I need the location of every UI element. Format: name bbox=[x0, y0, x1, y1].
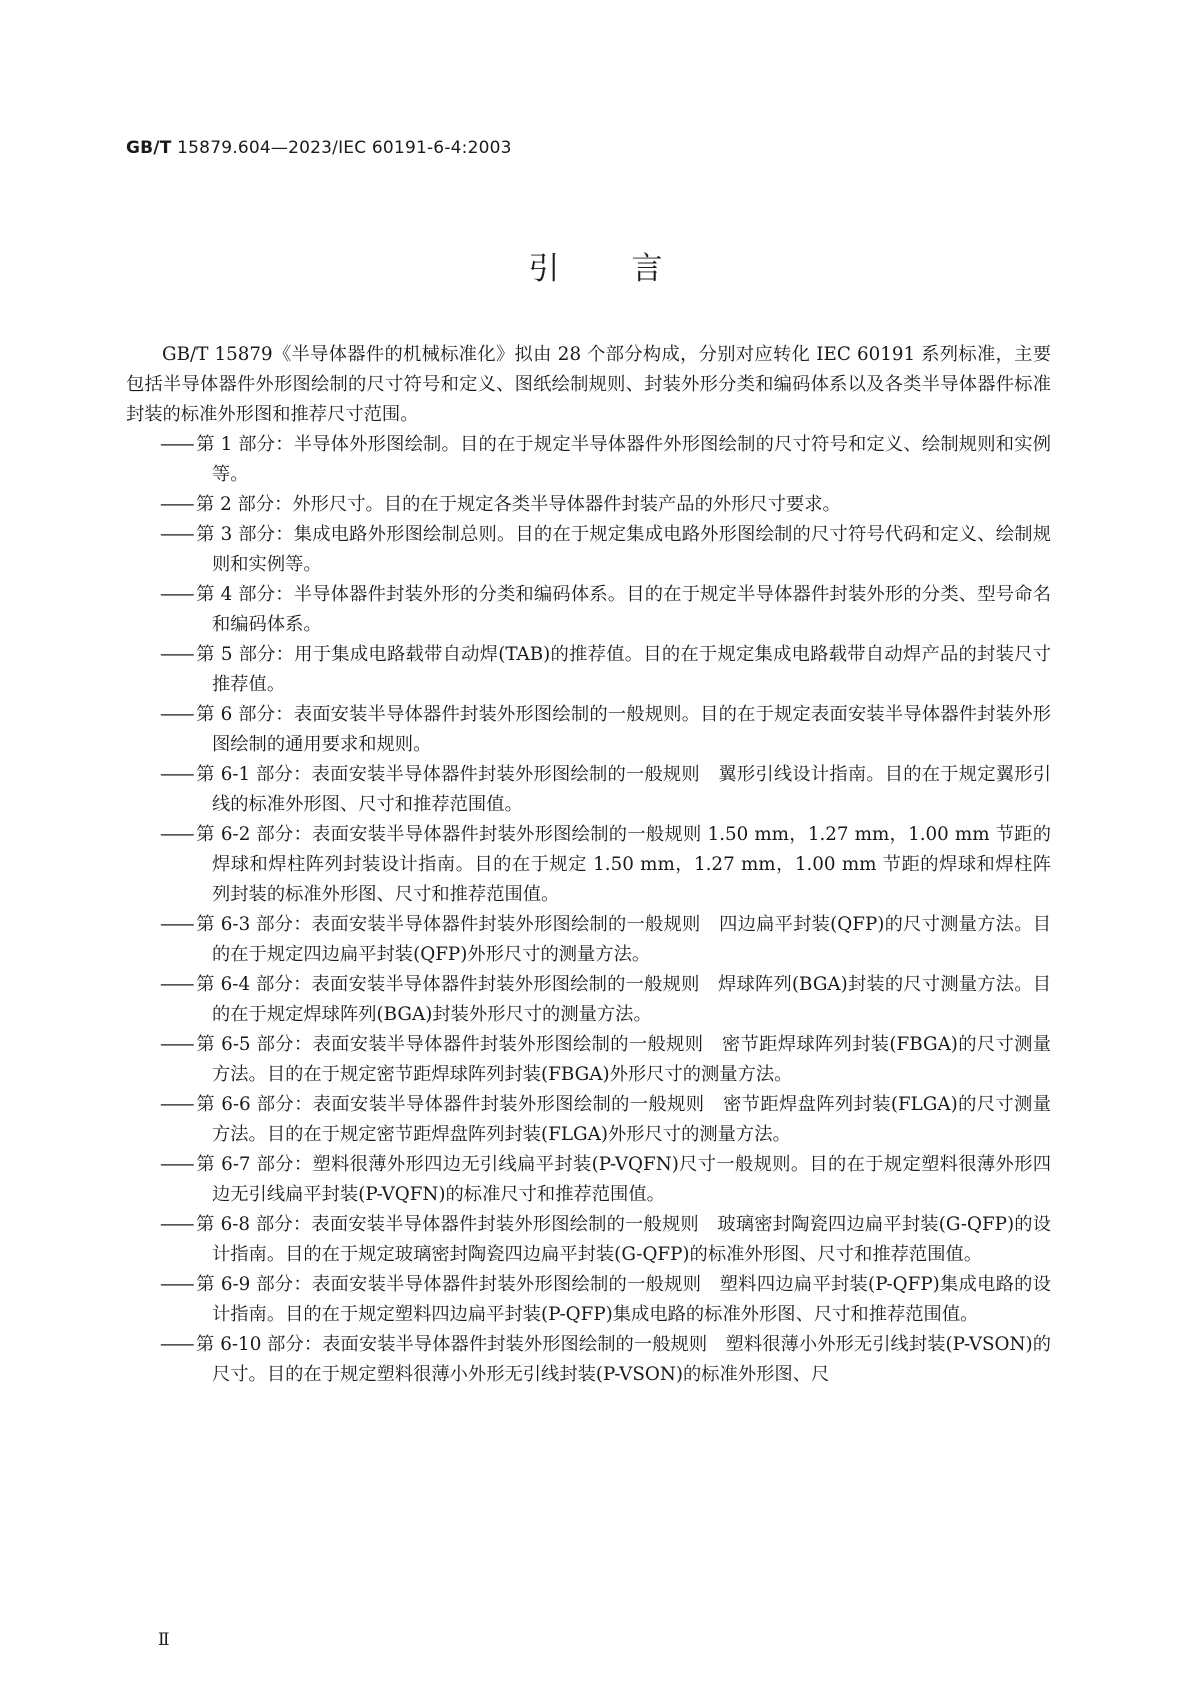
document-header bbox=[126, 138, 512, 158]
list-item-text: 第 6-6 部分：表面安装半导体器件封装外形图绘制的一般规则 密节距焊盘阵列封装(FLGA)的尺寸测量方法。目的在于规定密节距焊盘阵列封装(FLGA)外形尺寸的测量方法。 bbox=[196, 1094, 1051, 1145]
page-number: Ⅱ bbox=[158, 1630, 170, 1650]
list-item bbox=[160, 580, 1051, 640]
page-title: 引言 bbox=[528, 251, 735, 287]
list-item bbox=[160, 430, 1051, 490]
dash-marker: —— bbox=[160, 974, 193, 995]
list-item bbox=[160, 1270, 1051, 1330]
list-item bbox=[160, 760, 1051, 820]
list-item-text: 第 1 部分：半导体外形图绘制。目的在于规定半导体器件外形图绘制的尺寸符号和定义、绘制规则和实例等。 bbox=[196, 434, 1051, 485]
dash-marker: —— bbox=[160, 1214, 193, 1235]
list-item-text: 第 5 部分：用于集成电路载带自动焊(TAB)的推荐值。目的在于规定集成电路载带自动焊产品的封装尺寸推荐值。 bbox=[196, 644, 1051, 695]
list-item-text: 第 6-9 部分：表面安装半导体器件封装外形图绘制的一般规则 塑料四边扁平封装(P-QFP)集成电路的设计指南。目的在于规定塑料四边扁平封装(P-QFP)集成电路的标准外形图、尺寸和推荐范围值。 bbox=[196, 1274, 1051, 1325]
parts-list bbox=[160, 430, 1051, 1390]
dash-marker: —— bbox=[160, 1274, 193, 1295]
dash-marker: —— bbox=[160, 1034, 193, 1055]
list-item bbox=[160, 700, 1051, 760]
dash-marker: —— bbox=[160, 1334, 193, 1355]
document-body bbox=[126, 340, 1051, 1390]
list-item-text: 第 6-10 部分：表面安装半导体器件封装外形图绘制的一般规则 塑料很薄小外形无引线封装(P-VSON)的尺寸。目的在于规定塑料很薄小外形无引线封装(P-VSON)的标准外形图、尺 bbox=[196, 1334, 1051, 1385]
dash-marker: —— bbox=[160, 1094, 193, 1115]
list-item-text: 第 6 部分：表面安装半导体器件封装外形图绘制的一般规则。目的在于规定表面安装半导体器件封装外形图绘制的通用要求和规则。 bbox=[196, 704, 1051, 755]
list-item bbox=[160, 1210, 1051, 1270]
dash-marker: —— bbox=[160, 704, 193, 725]
list-item bbox=[160, 520, 1051, 580]
dash-marker: —— bbox=[160, 524, 193, 545]
list-item-text: 第 6-1 部分：表面安装半导体器件封装外形图绘制的一般规则 翼形引线设计指南。目的在于规定翼形引线的标准外形图、尺寸和推荐范围值。 bbox=[196, 764, 1051, 815]
standard-code: 15879.604—2023/IEC 60191-6-4:2003 bbox=[177, 138, 512, 158]
list-item-text: 第 6-4 部分：表面安装半导体器件封装外形图绘制的一般规则 焊球阵列(BGA)封装的尺寸测量方法。目的在于规定焊球阵列(BGA)封装外形尺寸的测量方法。 bbox=[196, 974, 1051, 1025]
dash-marker: —— bbox=[160, 494, 193, 515]
list-item bbox=[160, 970, 1051, 1030]
list-item bbox=[160, 1030, 1051, 1090]
list-item bbox=[160, 640, 1051, 700]
dash-marker: —— bbox=[160, 584, 193, 605]
dash-marker: —— bbox=[160, 764, 193, 785]
list-item bbox=[160, 820, 1051, 910]
dash-marker: —— bbox=[160, 434, 193, 455]
list-item bbox=[160, 1330, 1051, 1390]
list-item-text: 第 6-8 部分：表面安装半导体器件封装外形图绘制的一般规则 玻璃密封陶瓷四边扁平封装(G-QFP)的设计指南。目的在于规定玻璃密封陶瓷四边扁平封装(G-QFP)的标准外形图、尺寸和推荐范围值。 bbox=[196, 1214, 1051, 1265]
dash-marker: —— bbox=[160, 1154, 193, 1175]
list-item bbox=[160, 1150, 1051, 1210]
dash-marker: —— bbox=[160, 644, 193, 665]
list-item-text: 第 2 部分：外形尺寸。目的在于规定各类半导体器件封装产品的外形尺寸要求。 bbox=[196, 494, 841, 515]
list-item-text: 第 3 部分：集成电路外形图绘制总则。目的在于规定集成电路外形图绘制的尺寸符号代码和定义、绘制规则和实例等。 bbox=[196, 524, 1051, 575]
list-item-text: 第 6-3 部分：表面安装半导体器件封装外形图绘制的一般规则 四边扁平封装(QFP)的尺寸测量方法。目的在于规定四边扁平封装(QFP)外形尺寸的测量方法。 bbox=[196, 914, 1051, 965]
intro-paragraph: GB/T 15879《半导体器件的机械标准化》拟由 28 个部分构成，分别对应转化 IEC 60191 系列标准，主要包括半导体器件外形图绘制的尺寸符号和定义、图纸绘制规则、封装外形分类和编码体系以及各类半导体器件标准封装的标准外形图和推荐尺寸范围。 bbox=[126, 344, 1051, 425]
list-item bbox=[160, 910, 1051, 970]
dash-marker: —— bbox=[160, 914, 193, 935]
dash-marker: —— bbox=[160, 824, 193, 845]
list-item-text: 第 6-5 部分：表面安装半导体器件封装外形图绘制的一般规则 密节距焊球阵列封装(FBGA)的尺寸测量方法。目的在于规定密节距焊球阵列封装(FBGA)外形尺寸的测量方法。 bbox=[196, 1034, 1051, 1085]
list-item-text: 第 6-2 部分：表面安装半导体器件封装外形图绘制的一般规则 1.50 mm，1.27 mm，1.00 mm 节距的焊球和焊柱阵列封装设计指南。目的在于规定 1.50 mm，1.27 mm，1.00 mm 节距的焊球和焊柱阵列封装的标准外形图、尺寸和推荐范围值。 bbox=[196, 824, 1051, 905]
list-item bbox=[160, 1090, 1051, 1150]
standard-code-prefix: GB/T bbox=[126, 138, 172, 158]
list-item-text: 第 4 部分：半导体器件封装外形的分类和编码体系。目的在于规定半导体器件封装外形的分类、型号命名和编码体系。 bbox=[196, 584, 1051, 635]
list-item bbox=[160, 490, 1051, 520]
list-item-text: 第 6-7 部分：塑料很薄外形四边无引线扁平封装(P-VQFN)尺寸一般规则。目的在于规定塑料很薄外形四边无引线扁平封装(P-VQFN)的标准尺寸和推荐范围值。 bbox=[196, 1154, 1051, 1205]
